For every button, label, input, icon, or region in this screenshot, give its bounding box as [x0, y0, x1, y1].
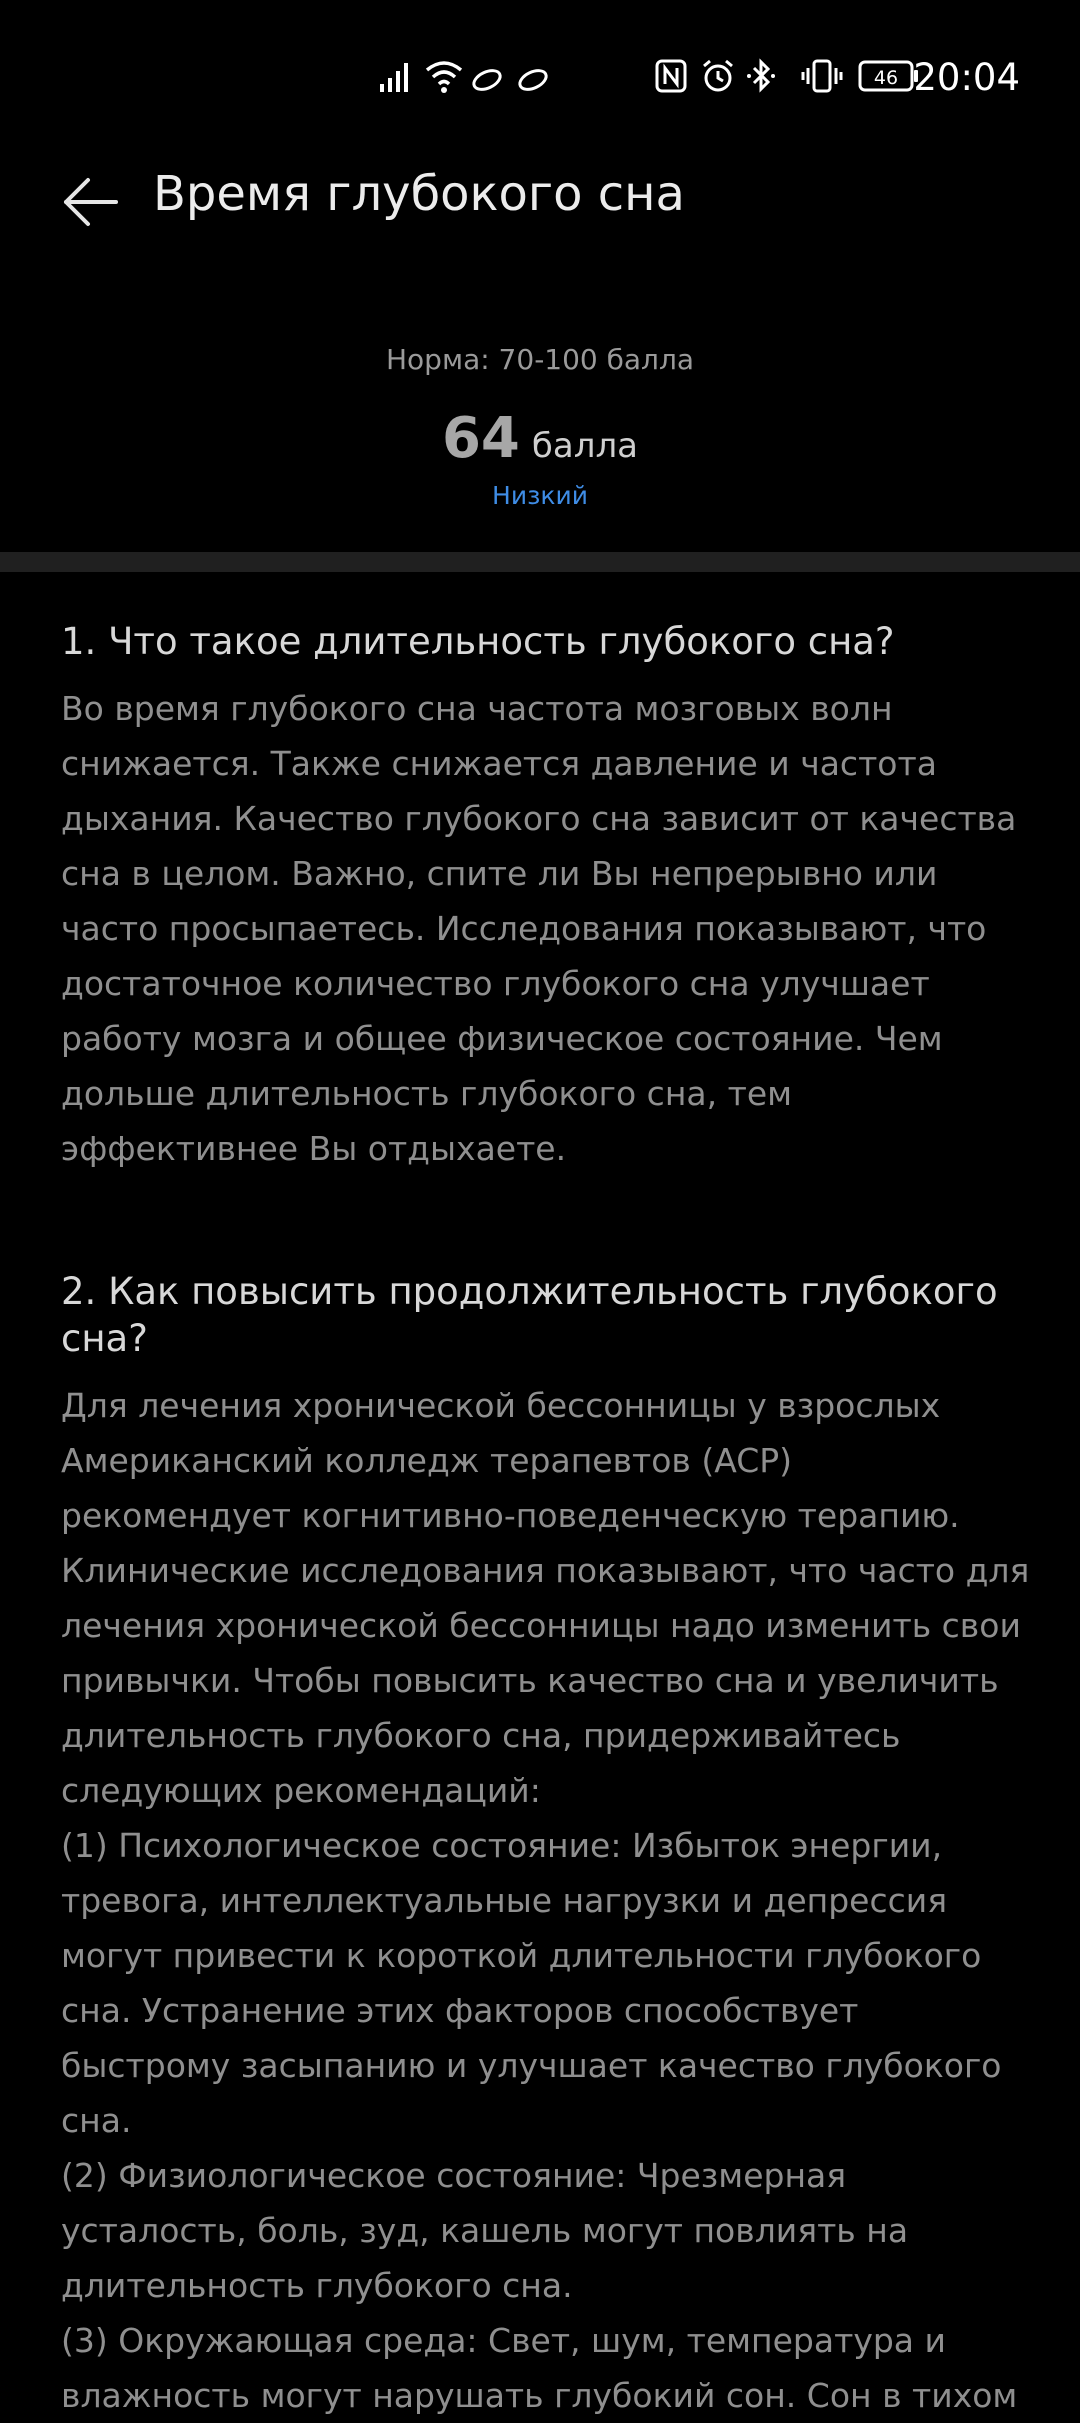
section-body: [61, 681, 1031, 1176]
norm-range: Норма: 70-100 балла: [385, 343, 695, 376]
battery-level: 46: [873, 67, 899, 89]
status-bar: [0, 0, 1080, 156]
section-paragraph: Для лечения хронической бессонницы у взрослых Американский колледж терапевтов (ACP) рекомендует когнитивно-поведенческую терапию. Клинические исследования показывают, что часто для лечения хронической бессонницы надо изменить свои привычки. Чтобы повысить качество сна и увеличить длительность глубокого сна, придерживайтесь следующих рекомендаций:: [61, 1386, 1030, 1810]
section-title: 1. Что такое длительность глубокого сна?: [61, 620, 895, 663]
section-paragraph: Во время глубокого сна частота мозговых волн снижается. Также снижается давление и частота дыхания. Качество глубокого сна зависит от качества сна в целом. Важно, спите ли Вы непрерывно или часто просыпаетесь. Исследования показывают, что достаточное количество глубокого сна улучшает работу мозга и общее физическое состояние. Чем дольше длительность глубокого сна, тем эффективнее Вы отдыхаете.: [61, 689, 1017, 1168]
signal-icon: [378, 58, 414, 94]
back-button[interactable]: [60, 170, 124, 234]
cloud-sync-icon: [516, 58, 550, 94]
article-content: [61, 618, 1031, 2423]
vibrate-icon: [800, 58, 844, 94]
score-line: [0, 404, 1080, 474]
app-header: [0, 156, 1080, 266]
status-time: 20:04: [913, 56, 1020, 99]
page-title: Время глубокого сна: [153, 166, 685, 222]
score-value: 64: [441, 406, 520, 471]
arrow-left-icon: [60, 170, 124, 234]
nfc-icon: [654, 58, 688, 94]
cloud-sync-icon: [470, 58, 504, 94]
section-paragraph: (3) Окружающая среда: Свет, шум, температура и влажность могут нарушать глубокий сон. Сон в тихом: [61, 2321, 1018, 2415]
section-paragraph: (2) Физиологическое состояние: Чрезмерная усталость, боль, зуд, кашель могут повлиять на длительность глубокого сна.: [61, 2156, 909, 2305]
wifi-icon: [424, 58, 464, 94]
battery-icon: [858, 58, 920, 94]
section-title: 2. Как повысить продолжительность глубокого сна?: [61, 1270, 998, 1360]
score-summary: [0, 330, 1080, 516]
info-section: [61, 618, 1031, 1176]
info-section: [61, 1268, 1031, 2423]
alarm-icon: [700, 58, 736, 94]
section-divider: [0, 552, 1080, 572]
score-unit: балла: [531, 426, 639, 466]
bluetooth-icon: [744, 58, 780, 94]
section-paragraph: (1) Психологическое состояние: Избыток энергии, тревога, интеллектуальные нагрузки и депрессия могут привести к короткой длительности глубокого сна. Устранение этих факторов способствует быстрому засыпанию и улучшает качество глубокого сна.: [61, 1826, 1002, 2140]
score-status: Низкий: [492, 481, 588, 510]
section-body: [61, 1378, 1031, 2423]
